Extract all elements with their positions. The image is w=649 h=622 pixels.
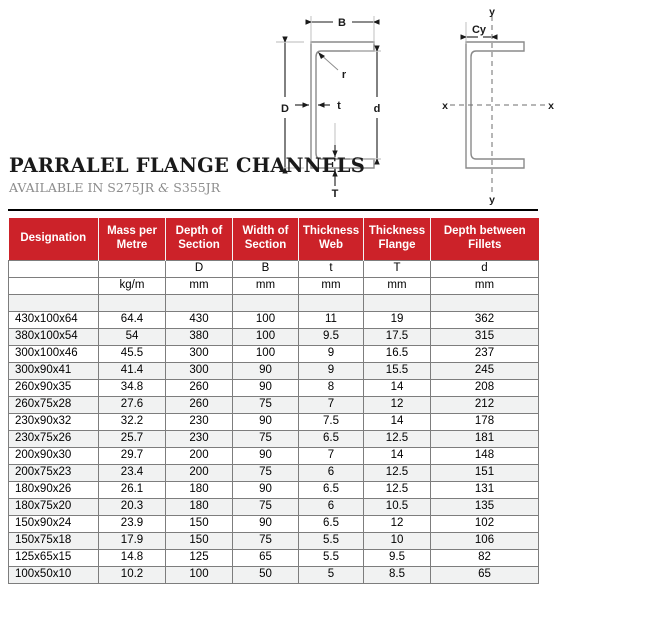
unit-cell-2: mm [166,278,233,295]
data-cell-1: 34.8 [99,380,166,397]
data-cell-5: 12 [364,397,431,414]
data-cell-4: 5 [299,567,364,584]
column-header-depth-of-section: Depth of Section [166,218,233,261]
data-cell-2: 200 [166,448,233,465]
data-cell-1: 29.7 [99,448,166,465]
symbol-cell-3: B [233,261,299,278]
data-cell-0: 100x50x10 [9,567,99,584]
data-cell-3: 90 [233,363,299,380]
data-cell-1: 17.9 [99,533,166,550]
data-cell-2: 100 [166,567,233,584]
unit-row [9,278,539,295]
data-cell-3: 100 [233,329,299,346]
data-cell-6: 245 [431,363,539,380]
spacer-row [9,295,539,312]
data-cell-6: 212 [431,397,539,414]
table-row [9,346,539,363]
data-cell-5: 12.5 [364,431,431,448]
spacer-cell-5 [364,295,431,312]
label-x-left: x [442,100,448,112]
data-cell-0: 380x100x54 [9,329,99,346]
table-row [9,414,539,431]
spacer-cell-6 [431,295,539,312]
table-row [9,533,539,550]
symbol-cell-1 [99,261,166,278]
data-cell-1: 23.9 [99,516,166,533]
unit-cell-3: mm [233,278,299,295]
subtitle-ampersand: & [158,180,170,196]
data-cell-6: 82 [431,550,539,567]
symbol-cell-6: d [431,261,539,278]
data-cell-1: 20.3 [99,499,166,516]
data-cell-6: 178 [431,414,539,431]
specification-table [8,218,539,584]
data-cell-5: 19 [364,312,431,329]
title-block [9,154,365,196]
table-row [9,312,539,329]
data-cell-4: 7 [299,397,364,414]
data-cell-6: 106 [431,533,539,550]
table-row [9,499,539,516]
data-cell-2: 230 [166,414,233,431]
data-cell-3: 50 [233,567,299,584]
data-cell-2: 260 [166,380,233,397]
data-cell-4: 9.5 [299,329,364,346]
label-T: T [331,188,339,200]
data-cell-1: 26.1 [99,482,166,499]
data-cell-0: 150x90x24 [9,516,99,533]
data-cell-3: 65 [233,550,299,567]
column-header-designation: Designation [9,218,99,261]
data-cell-5: 14 [364,448,431,465]
data-cell-6: 135 [431,499,539,516]
label-x-right: x [548,100,554,112]
symbol-cell-2: D [166,261,233,278]
title-divider-rule [8,209,538,211]
data-cell-2: 150 [166,516,233,533]
data-cell-6: 181 [431,431,539,448]
column-header-mass-per-metre: Mass per Metre [99,218,166,261]
data-cell-1: 45.5 [99,346,166,363]
table-row [9,397,539,414]
data-cell-1: 23.4 [99,465,166,482]
data-cell-3: 75 [233,533,299,550]
data-cell-2: 230 [166,431,233,448]
data-cell-0: 260x90x35 [9,380,99,397]
data-cell-3: 75 [233,465,299,482]
data-cell-1: 64.4 [99,312,166,329]
unit-cell-4: mm [299,278,364,295]
label-Cy: Cy [471,24,487,36]
data-cell-6: 315 [431,329,539,346]
data-cell-5: 8.5 [364,567,431,584]
data-cell-6: 237 [431,346,539,363]
spacer-cell-1 [99,295,166,312]
page-subtitle [9,181,349,195]
column-header-depth-between-fillets: Depth between Fillets [431,218,539,261]
data-cell-0: 300x100x46 [9,346,99,363]
data-cell-3: 100 [233,312,299,329]
table-head [9,218,539,261]
data-cell-6: 151 [431,465,539,482]
data-cell-5: 9.5 [364,550,431,567]
data-cell-3: 100 [233,346,299,363]
data-cell-3: 75 [233,397,299,414]
label-B: B [338,17,346,29]
table-row [9,550,539,567]
data-cell-2: 200 [166,465,233,482]
data-cell-5: 10 [364,533,431,550]
data-cell-3: 90 [233,448,299,465]
data-cell-2: 125 [166,550,233,567]
data-cell-5: 14 [364,380,431,397]
data-cell-0: 180x75x20 [9,499,99,516]
data-cell-3: 90 [233,414,299,431]
data-cell-4: 7 [299,448,364,465]
data-cell-4: 11 [299,312,364,329]
label-r: r [341,69,347,81]
data-cell-1: 10.2 [99,567,166,584]
label-y-bottom: y [489,194,495,205]
data-cell-4: 6 [299,499,364,516]
data-cell-2: 150 [166,533,233,550]
data-cell-5: 10.5 [364,499,431,516]
data-cell-2: 430 [166,312,233,329]
data-cell-0: 180x90x26 [9,482,99,499]
column-header-thickness-flange: Thickness Flange [364,218,431,261]
data-cell-0: 200x75x23 [9,465,99,482]
spacer-cell-0 [9,295,99,312]
data-cell-4: 5.5 [299,550,364,567]
data-cell-1: 14.8 [99,550,166,567]
header-row [9,218,539,261]
data-cell-6: 362 [431,312,539,329]
data-cell-5: 12.5 [364,465,431,482]
data-cell-0: 260x75x28 [9,397,99,414]
table-row [9,567,539,584]
data-cell-3: 75 [233,431,299,448]
table-row [9,482,539,499]
data-cell-5: 17.5 [364,329,431,346]
symbol-cell-4: t [299,261,364,278]
data-cell-3: 90 [233,380,299,397]
table-row [9,448,539,465]
data-cell-5: 12 [364,516,431,533]
data-cell-6: 208 [431,380,539,397]
data-cell-2: 180 [166,482,233,499]
symbol-cell-5: T [364,261,431,278]
symbol-cell-0 [9,261,99,278]
data-cell-5: 12.5 [364,482,431,499]
data-cell-4: 6 [299,465,364,482]
data-cell-5: 14 [364,414,431,431]
data-cell-1: 25.7 [99,431,166,448]
data-cell-0: 230x90x32 [9,414,99,431]
data-cell-0: 430x100x64 [9,312,99,329]
spacer-cell-4 [299,295,364,312]
data-cell-2: 300 [166,346,233,363]
data-cell-4: 7.5 [299,414,364,431]
data-cell-1: 32.2 [99,414,166,431]
data-cell-4: 5.5 [299,533,364,550]
table-row [9,465,539,482]
data-cell-4: 6.5 [299,431,364,448]
data-cell-4: 6.5 [299,482,364,499]
data-cell-0: 125x65x15 [9,550,99,567]
table-row [9,516,539,533]
label-d: d [373,103,381,115]
data-cell-1: 27.6 [99,397,166,414]
data-cell-0: 200x90x30 [9,448,99,465]
data-cell-0: 300x90x41 [9,363,99,380]
data-cell-6: 65 [431,567,539,584]
data-cell-6: 148 [431,448,539,465]
data-cell-1: 41.4 [99,363,166,380]
data-cell-4: 9 [299,363,364,380]
data-cell-0: 150x75x18 [9,533,99,550]
data-cell-4: 6.5 [299,516,364,533]
column-header-width-of-section: Width of Section [233,218,299,261]
unit-cell-1: kg/m [99,278,166,295]
table-row [9,329,539,346]
table-row [9,431,539,448]
table-row [9,363,539,380]
data-cell-4: 8 [299,380,364,397]
spacer-cell-3 [233,295,299,312]
data-cell-3: 75 [233,499,299,516]
subtitle-prefix: AVAILABLE IN S275JR [9,180,159,196]
data-cell-1: 54 [99,329,166,346]
label-D: D [281,103,289,115]
spacer-cell-2 [166,295,233,312]
page-title: PARRALEL FLANGE CHANNELS [9,154,365,177]
label-t: t [337,100,341,112]
data-cell-0: 230x75x26 [9,431,99,448]
data-cell-2: 380 [166,329,233,346]
symbol-row [9,261,539,278]
data-cell-3: 90 [233,482,299,499]
right-channel-diagram [442,6,554,205]
subtitle-suffix: S355JR [169,180,221,196]
column-header-thickness-web: Thickness Web [299,218,364,261]
label-y-top: y [489,6,495,18]
data-cell-6: 131 [431,482,539,499]
table-body [9,261,539,584]
data-cell-2: 300 [166,363,233,380]
unit-cell-0 [9,278,99,295]
specification-table-container [8,218,538,584]
unit-cell-5: mm [364,278,431,295]
data-cell-5: 15.5 [364,363,431,380]
data-cell-4: 9 [299,346,364,363]
data-cell-5: 16.5 [364,346,431,363]
data-cell-3: 90 [233,516,299,533]
data-cell-2: 260 [166,397,233,414]
data-cell-2: 180 [166,499,233,516]
table-row [9,380,539,397]
unit-cell-6: mm [431,278,539,295]
data-cell-6: 102 [431,516,539,533]
